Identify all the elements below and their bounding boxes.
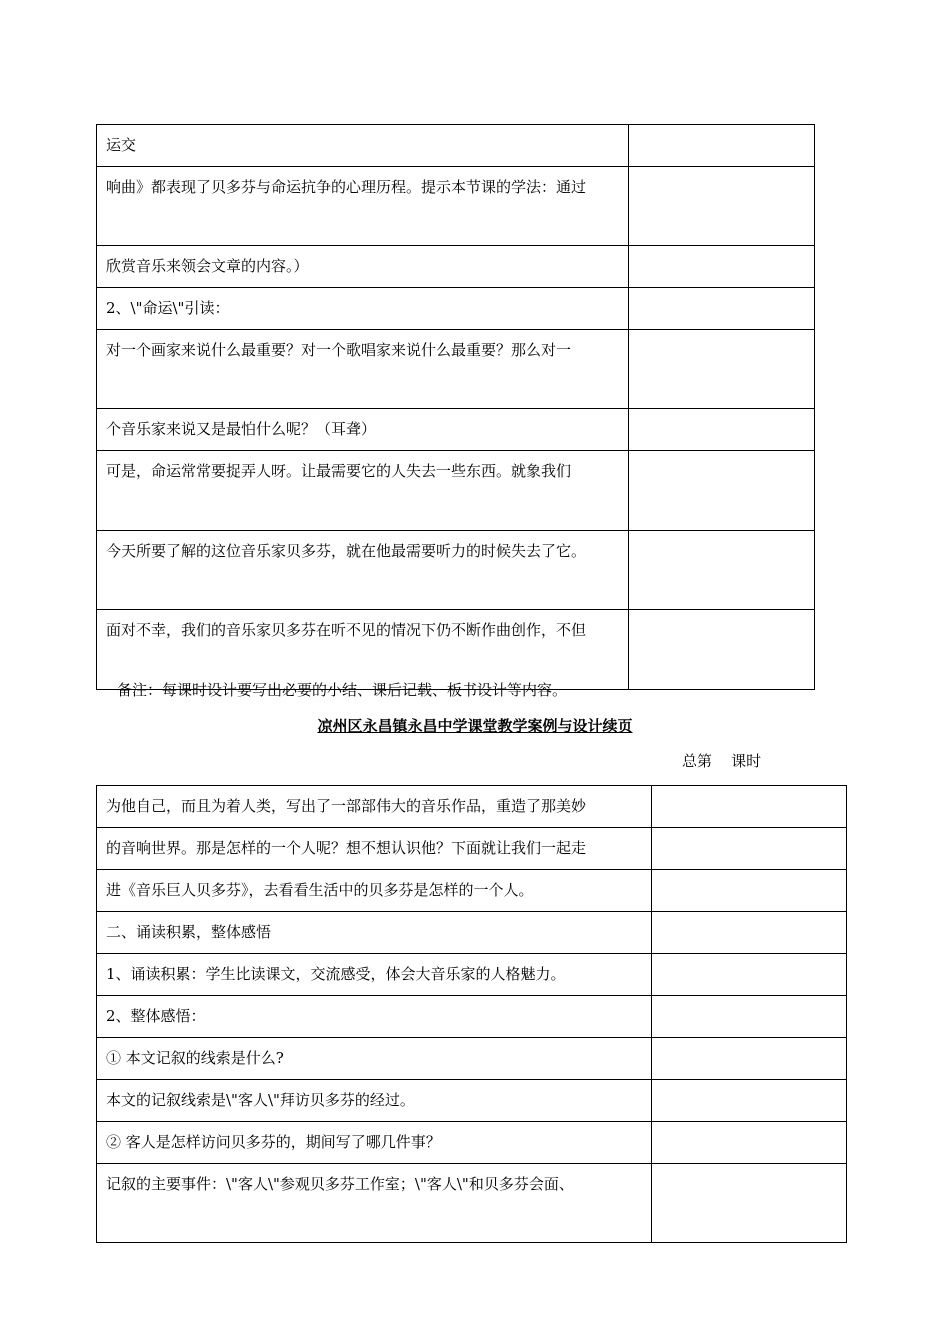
lesson-plan-table-continued <box>96 785 847 1243</box>
table-row-text: 运交 <box>97 125 629 167</box>
table-row-text: 个音乐家来说又是最怕什么呢？（耳聋） <box>97 409 629 451</box>
table-row-text: 本文的记叙线索是\"客人\"拜访贝多芬的经过。 <box>97 1080 652 1122</box>
notes-cell <box>652 912 847 954</box>
notes-cell <box>629 531 815 610</box>
notes-cell <box>652 1080 847 1122</box>
table-row-text: 进《音乐巨人贝多芬》，去看看生活中的贝多芬是怎样的一个人。 <box>97 870 652 912</box>
table-row-text: ① 本文记叙的线索是什么? <box>97 1038 652 1080</box>
notes-cell <box>629 125 815 167</box>
notes-cell <box>652 786 847 828</box>
notes-cell <box>652 954 847 996</box>
page-title: 凉州区永昌镇永昌中学课堂教学案例与设计续页 <box>317 717 633 735</box>
remark-note: 备注：每课时设计要写出必要的小结、课后记载、板书设计等内容。 <box>117 681 568 699</box>
table-row-text: ② 客人是怎样访问贝多芬的，期间写了哪几件事？ <box>97 1122 652 1164</box>
table-row-text: 响曲》都表现了贝多芬与命运抗争的心理历程。提示本节课的学法：通过 <box>97 167 629 246</box>
table-row-text: 为他自己，而且为着人类，写出了一部部伟大的音乐作品，重造了那美妙 <box>97 786 652 828</box>
table-row-text: 二、诵读积累，整体感悟 <box>97 912 652 954</box>
notes-cell <box>652 996 847 1038</box>
notes-cell <box>629 288 815 330</box>
notes-cell <box>652 1122 847 1164</box>
table-row-text: 今天所要了解的这位音乐家贝多芬，就在他最需要听力的时候失去了它。 <box>97 531 629 610</box>
table-row-text: 欣赏音乐来领会文章的内容。） <box>97 246 629 288</box>
table-row-text: 2、整体感悟： <box>97 996 652 1038</box>
lesson-plan-table-top <box>96 124 815 690</box>
notes-cell <box>652 1164 847 1243</box>
table-row-text: 可是，命运常常要捉弄人呀。让最需要它的人失去一些东西。就象我们 <box>97 451 629 531</box>
notes-cell <box>652 870 847 912</box>
table-row-text: 的音响世界。那是怎样的一个人呢？想不想认识他？下面就让我们一起走 <box>97 828 652 870</box>
notes-cell <box>629 409 815 451</box>
notes-cell <box>629 167 815 246</box>
notes-cell <box>629 451 815 531</box>
lesson-count-label: 总第 课时 <box>682 752 762 770</box>
table-row-text: 2、\"命运\"引读： <box>97 288 629 330</box>
table-row-text: 1、诵读积累：学生比读课文，交流感受，体会大音乐家的人格魅力。 <box>97 954 652 996</box>
notes-cell <box>652 1038 847 1080</box>
table-row-text: 面对不幸，我们的音乐家贝多芬在听不见的情况下仍不断作曲创作，不但 <box>97 610 629 690</box>
table-row-text: 记叙的主要事件：\"客人\"参观贝多芬工作室；\"客人\"和贝多芬会面、 <box>97 1164 652 1243</box>
notes-cell <box>629 610 815 690</box>
table-row-text: 对一个画家来说什么最重要？对一个歌唱家来说什么最重要？那么对一 <box>97 330 629 409</box>
notes-cell <box>652 828 847 870</box>
notes-cell <box>629 330 815 409</box>
notes-cell <box>629 246 815 288</box>
